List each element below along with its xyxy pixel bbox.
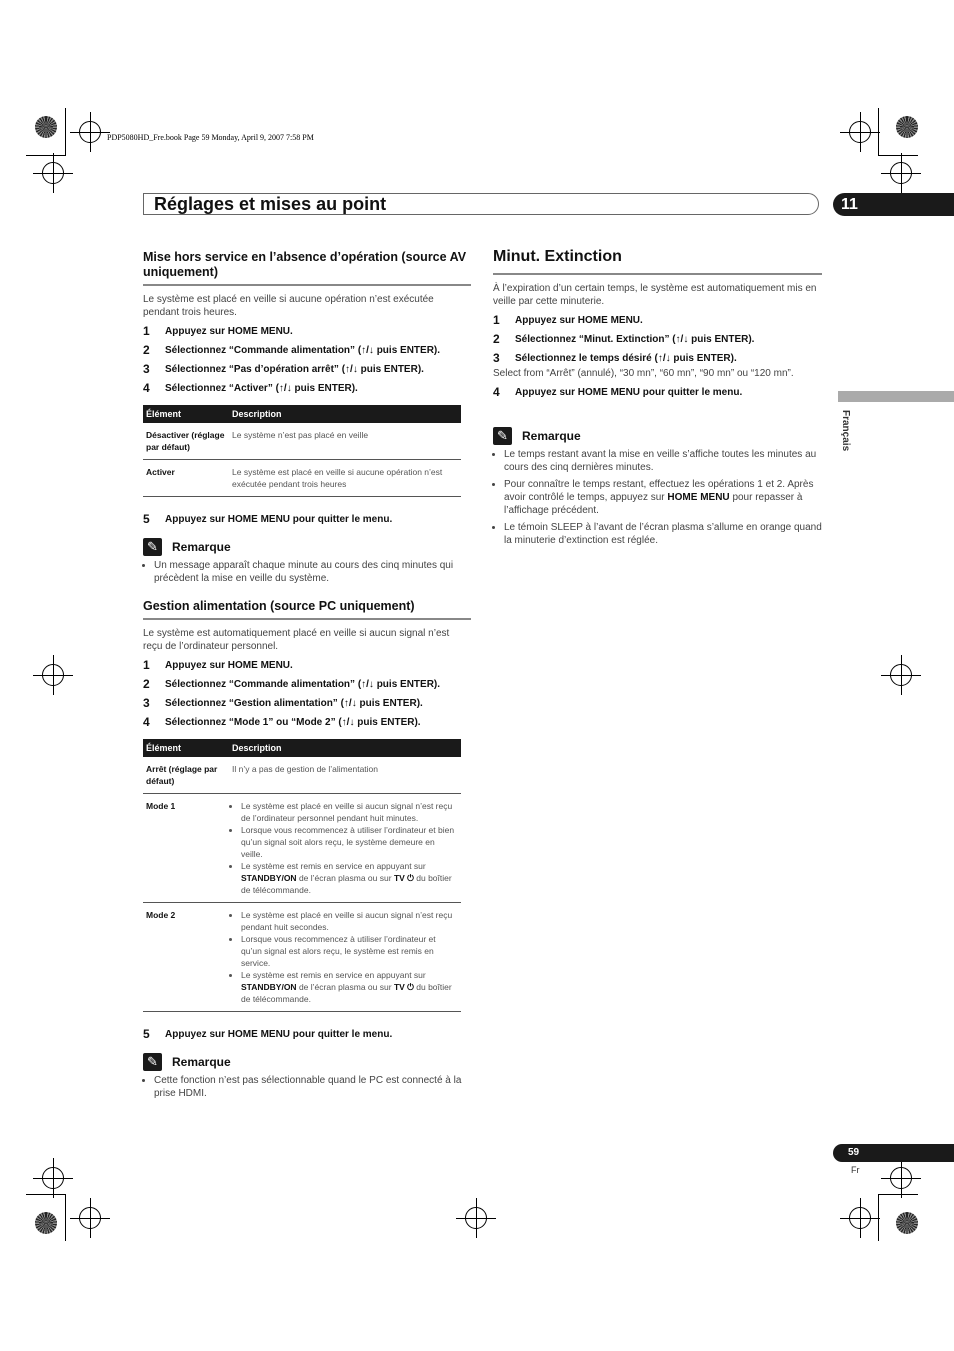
step: 3 Sélectionnez le temps désiré (↑/↓ puis ENTER).: [493, 351, 737, 365]
chapter-number: 11: [833, 193, 954, 216]
left-column: [143, 250, 471, 1104]
registration-mark: [849, 121, 871, 143]
pencil-icon: ✎: [493, 427, 512, 445]
step: 4 Sélectionnez “Activer” (↑/↓ puis ENTER).: [143, 381, 358, 395]
registration-mark: [42, 664, 64, 686]
step: 5 Appuyez sur HOME MENU pour quitter le menu.: [143, 512, 393, 526]
pencil-icon: ✎: [143, 538, 162, 556]
step: 3 Sélectionnez “Gestion alimentation” (↑/↓ puis ENTER).: [143, 696, 423, 710]
note-list: • Un message apparaît chaque minute au cours des cinq minutes qui précèdent la mise en veille du système.: [143, 559, 471, 585]
step: 1 Appuyez sur HOME MENU.: [143, 324, 293, 338]
section-intro: Le système est automatiquement placé en veille si aucun signal n’est reçu de l’ordinateur personnel.: [143, 628, 450, 652]
print-info: PDP5080HD_Fre.book Page 59 Monday, April 9, 2007 7:58 PM: [107, 133, 314, 142]
right-column: [493, 248, 822, 551]
language-tab: [838, 391, 954, 402]
section-intro: À l’expiration d’un certain temps, le système est automatiquement mis en veille par cette minuterie.: [493, 283, 817, 307]
color-registration-rosette: [35, 116, 57, 138]
registration-mark: [42, 1167, 64, 1189]
table-row: Mode 1 • Le système est placé en veille si aucun signal n’est reçu de l’ordinateur personnel pendant huit minutes. • Lorsque vous recommencez à utiliser l’ordinateur et bien qu’un signal soit alors reçu, le système demeure en veille. • Le système est remis en service en appuyant sur STANDBY/ON de l’écran plasma ou sur TV ⏻ du boîtier de télécommande.: [143, 794, 461, 903]
step: 4 Sélectionnez “Mode 1” ou “Mode 2” (↑/↓ puis ENTER).: [143, 715, 421, 729]
chapter-title: Réglages et mises au point: [154, 194, 387, 214]
step: 1 Appuyez sur HOME MENU.: [143, 658, 293, 672]
step: 2 Sélectionnez “Minut. Extinction” (↑/↓ puis ENTER).: [493, 332, 755, 346]
step: 2 Sélectionnez “Commande alimentation” (↑/↓ puis ENTER).: [143, 343, 441, 357]
section-rule: [143, 618, 471, 620]
color-registration-rosette: [896, 1212, 918, 1234]
crop-mark: [26, 1194, 66, 1195]
crop-mark: [26, 155, 66, 156]
registration-mark: [79, 1207, 101, 1229]
table-row: Activer Le système est placé en veille si aucune opération n’est exécutée pendant trois heures: [143, 460, 461, 497]
registration-mark: [849, 1207, 871, 1229]
crop-mark: [878, 108, 879, 155]
crop-mark: [878, 155, 918, 156]
section-heading: Minut. Extinction: [493, 248, 622, 265]
step: 4 Appuyez sur HOME MENU pour quitter le menu.: [493, 385, 743, 399]
crop-mark: [65, 108, 66, 155]
registration-mark: [890, 664, 912, 686]
table-row: Mode 2 • Le système est placé en veille si aucun signal n’est reçu pendant huit secondes. • Lorsque vous recommencez à utiliser l’ordinateur et qu’un signal est alors reçu, le système est remis en service. • Le système est remis en service en appuyant sur STANDBY/ON de l’écran plasma ou sur TV ⏻ du boîtier de télécommande.: [143, 903, 461, 1012]
step: 2 Sélectionnez “Commande alimentation” (↑/↓ puis ENTER).: [143, 677, 441, 691]
section-intro: Le système est placé en veille si aucune opération n’est exécutée pendant trois heures.: [143, 294, 434, 318]
page-number: 59: [833, 1144, 954, 1162]
note-list: • Le temps restant avant la mise en veille s’affiche toutes les minutes au cours des cinq dernières minutes. • Pour connaître le temps restant, effectuez les opérations 1 et 2. Après avoir contrôlé le temps, appuyez sur HOME MENU pour repasser à l’affichage précédent. • Le témoin SLEEP à l’avant de l’écran plasma s’allume en orange quand la minuterie d’extinction est réglée.: [493, 448, 822, 547]
section-heading: Mise hors service en l’absence d’opération (source AV uniquement): [143, 250, 467, 279]
table-row: Désactiver (réglage par défaut) Le système n’est pas placé en veille: [143, 423, 461, 460]
table-row: Arrêt (réglage par défaut) Il n’y a pas de gestion de l’alimentation: [143, 757, 461, 794]
note-header: ✎ Remarque: [143, 1053, 471, 1071]
options-table: Élément Description Désactiver (réglage par défaut) Le système n’est pas placé en veille Activer Le système est placé en veille si aucune opération n’est exécutée pendant trois heures: [143, 405, 461, 497]
step: 1 Appuyez sur HOME MENU.: [493, 313, 643, 327]
note-list: • Cette fonction n’est pas sélectionnable quand le PC est connecté à la prise HDMI.: [143, 1074, 471, 1100]
crop-mark: [878, 1194, 918, 1195]
section-heading: Gestion alimentation (source PC uniquement): [143, 599, 415, 613]
color-registration-rosette: [896, 116, 918, 138]
note-header: ✎ Remarque: [143, 538, 471, 556]
pencil-icon: ✎: [143, 1053, 162, 1071]
language-label: Français: [840, 410, 851, 452]
registration-mark: [890, 1167, 912, 1189]
step: 5 Appuyez sur HOME MENU pour quitter le menu.: [143, 1027, 393, 1041]
registration-mark: [79, 121, 101, 143]
crop-mark: [65, 1194, 66, 1241]
registration-mark: [890, 162, 912, 184]
page-language: Fr: [851, 1165, 860, 1175]
select-options-text: Select from “Arrêt” (annulé), “30 mn”, “60 mn”, “90 mn” ou “120 mn”.: [493, 368, 794, 379]
color-registration-rosette: [35, 1212, 57, 1234]
crop-mark: [878, 1194, 879, 1241]
section-rule: [143, 284, 471, 286]
section-rule: [493, 273, 822, 275]
note-header: ✎ Remarque: [493, 427, 822, 445]
options-table: Élément Description Arrêt (réglage par défaut) Il n’y a pas de gestion de l’alimentation Mode 1 • Le système est placé en veille si aucun signal n’est reçu de l’ordinateur personnel pendant huit minutes. • Lorsque vous recommencez à utiliser l’ordinateur et bien qu’un signal soit alors reçu, le système demeure en veille. • Le système est remis en service en appuyant sur STANDBY/ON de l’écran plasma ou sur TV ⏻ du boîtier de télécommande. Mode 2 • Le système est placé en veille si aucun signal n’est reçu pendant huit secondes. • Lorsque vous recommencez à utiliser l’ordinateur et qu’un signal est alors reçu, le système est remis en service. • Le système est remis en service en appuyant sur STANDBY/ON de l’écran plasma ou sur TV ⏻ du boîtier de télécommande.: [143, 739, 461, 1012]
registration-mark: [42, 162, 64, 184]
registration-mark: [465, 1207, 487, 1229]
step: 3 Sélectionnez “Pas d’opération arrêt” (↑/↓ puis ENTER).: [143, 362, 424, 376]
